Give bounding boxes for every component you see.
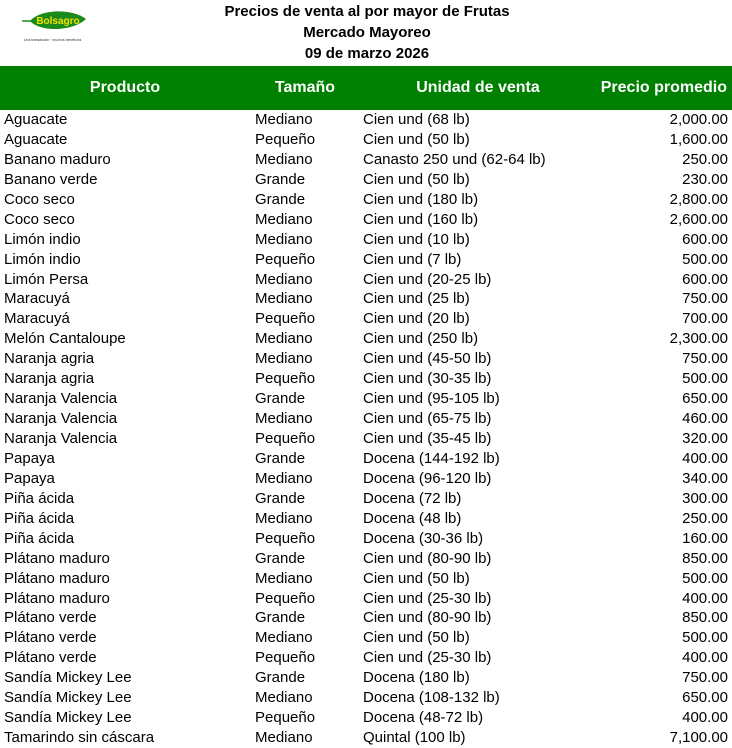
table-row <box>0 210 732 230</box>
cell-tamano: Mediano <box>255 150 313 168</box>
cell-tamano: Grande <box>255 170 306 188</box>
cell-producto: Naranja agria <box>4 370 95 388</box>
cell-precio: 2,000.00 <box>669 111 728 128</box>
cell-precio: 750.00 <box>682 669 728 687</box>
report-date: 09 de marzo 2026 <box>304 45 430 62</box>
cell-precio: 650.00 <box>682 689 728 707</box>
cell-unidad: Cien und (68 lb) <box>363 111 470 128</box>
cell-precio: 600.00 <box>682 270 728 288</box>
cell-producto: Coco seco <box>4 210 75 228</box>
cell-unidad: Cien und (50 lb) <box>363 569 470 587</box>
cell-unidad: Cien und (50 lb) <box>363 629 470 647</box>
cell-precio: 2,800.00 <box>669 190 728 208</box>
cell-precio: 850.00 <box>682 609 728 627</box>
cell-tamano: Pequeño <box>255 589 316 607</box>
cell-precio: 400.00 <box>682 709 728 727</box>
cell-tamano: Grande <box>255 669 306 687</box>
cell-producto: Banano maduro <box>4 150 111 168</box>
cell-tamano: Grande <box>255 449 306 467</box>
cell-tamano: Mediano <box>255 410 313 428</box>
cell-precio: 7,100.00 <box>669 729 728 747</box>
cell-unidad: Cien und (180 lb) <box>363 190 479 208</box>
cell-unidad: Docena (72 lb) <box>363 489 462 507</box>
cell-producto: Maracuyá <box>4 290 70 308</box>
cell-unidad: Docena (30-36 lb) <box>363 529 484 547</box>
cell-precio: 750.00 <box>682 350 728 368</box>
cell-unidad: Cien und (25-30 lb) <box>363 649 492 667</box>
cell-tamano: Grande <box>255 609 306 627</box>
cell-unidad: Docena (144-192 lb) <box>363 449 500 467</box>
cell-tamano: Mediano <box>255 729 313 747</box>
market-name: Mercado Mayoreo <box>303 24 431 41</box>
cell-unidad: Docena (48-72 lb) <box>363 709 484 727</box>
table-row <box>0 469 732 489</box>
cell-unidad: Cien und (250 lb) <box>363 330 479 348</box>
cell-unidad: Cien und (10 lb) <box>363 230 470 248</box>
table-row <box>0 389 732 409</box>
cell-tamano: Grande <box>255 489 306 507</box>
cell-precio: 340.00 <box>682 469 728 487</box>
cell-producto: Piña ácida <box>4 509 75 527</box>
cell-tamano: Pequeño <box>255 130 316 148</box>
cell-unidad: Cien und (35-45 lb) <box>363 430 492 447</box>
cell-precio: 500.00 <box>682 569 728 587</box>
cell-producto: Piña ácida <box>4 489 75 507</box>
cell-unidad: Cien und (30-35 lb) <box>363 370 492 388</box>
cell-tamano: Mediano <box>255 569 313 587</box>
cell-producto: Plátano maduro <box>4 569 110 587</box>
cell-unidad: Cien und (65-75 lb) <box>363 410 492 428</box>
cell-tamano: Mediano <box>255 350 313 368</box>
table-row <box>0 329 732 349</box>
table-row <box>0 529 732 549</box>
logo-tagline: Una transacción · muchos beneficios <box>24 38 82 42</box>
cell-unidad: Cien und (50 lb) <box>363 170 470 188</box>
table-row <box>0 648 732 668</box>
cell-producto: Naranja Valencia <box>4 430 118 447</box>
cell-unidad: Docena (180 lb) <box>363 669 470 687</box>
table-row <box>0 728 732 748</box>
table-row <box>0 608 732 628</box>
cell-unidad: Cien und (80-90 lb) <box>363 609 492 627</box>
cell-tamano: Mediano <box>255 230 313 248</box>
table-row <box>0 190 732 210</box>
table-row <box>0 150 732 170</box>
cell-tamano: Pequeño <box>255 529 316 547</box>
report-titles <box>0 0 732 64</box>
cell-producto: Limón indio <box>4 250 81 268</box>
cell-producto: Melón Cantaloupe <box>4 330 126 348</box>
cell-unidad: Docena (108-132 lb) <box>363 689 500 707</box>
cell-tamano: Mediano <box>255 210 313 228</box>
cell-precio: 1,600.00 <box>669 130 728 148</box>
table-row <box>0 289 732 309</box>
cell-precio: 400.00 <box>682 589 728 607</box>
cell-tamano: Pequeño <box>255 709 316 727</box>
cell-tamano: Mediano <box>255 330 313 348</box>
table-row <box>0 250 732 270</box>
cell-producto: Piña ácida <box>4 529 75 547</box>
table-row <box>0 369 732 389</box>
cell-producto: Sandía Mickey Lee <box>4 669 132 687</box>
cell-unidad: Cien und (25 lb) <box>363 290 470 308</box>
table-row <box>0 170 732 190</box>
cell-tamano: Mediano <box>255 629 313 647</box>
cell-tamano: Mediano <box>255 469 313 487</box>
cell-precio: 500.00 <box>682 370 728 388</box>
cell-tamano: Mediano <box>255 290 313 308</box>
cell-unidad: Cien und (50 lb) <box>363 130 470 148</box>
cell-precio: 650.00 <box>682 390 728 408</box>
cell-precio: 300.00 <box>682 489 728 507</box>
cell-producto: Plátano maduro <box>4 589 110 607</box>
cell-tamano: Mediano <box>255 689 313 707</box>
cell-producto: Sandía Mickey Lee <box>4 689 132 707</box>
cell-producto: Aguacate <box>4 130 68 148</box>
column-header-unidad: Unidad de venta <box>416 79 540 96</box>
table-row <box>0 549 732 569</box>
table-row <box>0 309 732 329</box>
cell-unidad: Cien und (45-50 lb) <box>363 350 492 368</box>
cell-unidad: Cien und (25-30 lb) <box>363 589 492 607</box>
cell-producto: Papaya <box>4 449 55 467</box>
cell-unidad: Cien und (20 lb) <box>363 310 470 328</box>
table-row <box>0 449 732 469</box>
cell-precio: 320.00 <box>682 430 728 447</box>
table-row <box>0 349 732 369</box>
table-row <box>0 589 732 609</box>
column-header-producto: Producto <box>89 79 161 96</box>
cell-tamano: Pequeño <box>255 250 316 268</box>
table-row <box>0 688 732 708</box>
cell-unidad: Cien und (95-105 lb) <box>363 390 500 408</box>
table-row <box>0 130 732 150</box>
cell-tamano: Pequeño <box>255 310 316 328</box>
cell-tamano: Grande <box>255 549 306 567</box>
table-row <box>0 708 732 728</box>
cell-precio: 230.00 <box>682 170 728 188</box>
column-header-tamano: Tamaño <box>274 79 336 96</box>
cell-producto: Limón Persa <box>4 270 89 288</box>
cell-unidad: Cien und (7 lb) <box>363 250 462 268</box>
cell-precio: 700.00 <box>682 310 728 328</box>
cell-producto: Sandía Mickey Lee <box>4 709 132 727</box>
table-row <box>0 110 732 130</box>
cell-producto: Plátano verde <box>4 629 97 647</box>
cell-precio: 250.00 <box>682 150 728 168</box>
cell-producto: Plátano maduro <box>4 549 110 567</box>
table-header <box>0 66 732 110</box>
table-row <box>0 628 732 648</box>
cell-unidad: Cien und (80-90 lb) <box>363 549 492 567</box>
cell-producto: Banano verde <box>4 170 98 188</box>
cell-tamano: Pequeño <box>255 430 316 447</box>
cell-precio: 500.00 <box>682 250 728 268</box>
table-row <box>0 429 732 449</box>
cell-precio: 250.00 <box>682 509 728 527</box>
table-row <box>0 569 732 589</box>
cell-tamano: Mediano <box>255 509 313 527</box>
cell-precio: 400.00 <box>682 649 728 667</box>
cell-tamano: Grande <box>255 190 306 208</box>
cell-producto: Papaya <box>4 469 55 487</box>
cell-precio: 850.00 <box>682 549 728 567</box>
cell-precio: 160.00 <box>682 529 728 547</box>
table-row <box>0 489 732 509</box>
table-row <box>0 509 732 529</box>
cell-precio: 400.00 <box>682 449 728 467</box>
table-row <box>0 270 732 290</box>
cell-producto: Plátano verde <box>4 649 97 667</box>
cell-precio: 500.00 <box>682 629 728 647</box>
cell-precio: 600.00 <box>682 230 728 248</box>
cell-producto: Aguacate <box>4 111 68 128</box>
cell-producto: Maracuyá <box>4 310 70 328</box>
cell-tamano: Mediano <box>255 270 313 288</box>
cell-producto: Naranja Valencia <box>4 410 118 428</box>
report-title: Precios de venta al por mayor de Frutas <box>224 3 510 20</box>
cell-producto: Plátano verde <box>4 609 97 627</box>
cell-producto: Naranja Valencia <box>4 390 118 408</box>
cell-unidad: Quintal (100 lb) <box>363 729 466 747</box>
cell-tamano: Mediano <box>255 111 313 128</box>
cell-unidad: Docena (96-120 lb) <box>363 469 492 487</box>
price-table-body <box>0 110 732 748</box>
table-row <box>0 230 732 250</box>
cell-producto: Limón indio <box>4 230 81 248</box>
cell-unidad: Docena (48 lb) <box>363 509 462 527</box>
cell-precio: 2,600.00 <box>669 210 728 228</box>
table-row <box>0 409 732 429</box>
cell-tamano: Pequeño <box>255 649 316 667</box>
cell-unidad: Canasto 250 und (62-64 lb) <box>363 150 546 168</box>
cell-tamano: Pequeño <box>255 370 316 388</box>
column-header-precio: Precio promedio <box>600 79 727 96</box>
cell-unidad: Cien und (20-25 lb) <box>363 270 492 288</box>
table-row <box>0 668 732 688</box>
cell-precio: 460.00 <box>682 410 728 428</box>
cell-producto: Naranja agria <box>4 350 95 368</box>
cell-producto: Coco seco <box>4 190 75 208</box>
cell-producto: Tamarindo sin cáscara <box>4 729 155 747</box>
cell-precio: 750.00 <box>682 290 728 308</box>
cell-tamano: Grande <box>255 390 306 408</box>
svg-text:Bolsagro: Bolsagro <box>36 16 80 27</box>
cell-unidad: Cien und (160 lb) <box>363 210 479 228</box>
cell-precio: 2,300.00 <box>669 330 728 348</box>
